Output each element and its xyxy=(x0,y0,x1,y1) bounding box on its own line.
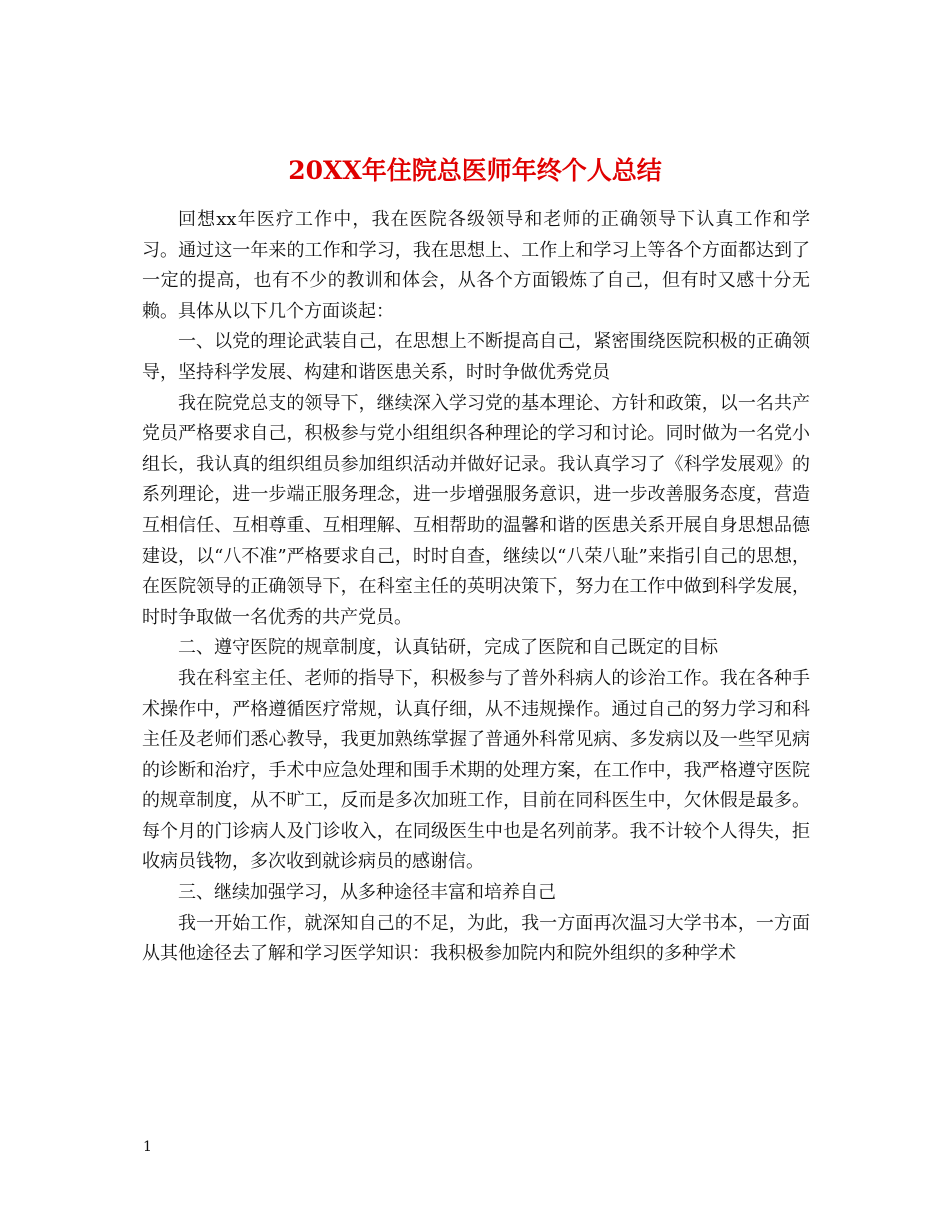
paragraph-section-3: 我一开始工作，就深知自己的不足，为此，我一方面再次温习大学书本，一方面从其他途径去了解和学习医学知识：我积极参加院内和院外组织的多种学术 xyxy=(142,912,810,965)
document-body xyxy=(142,205,810,970)
page-number: 1 xyxy=(143,1139,152,1155)
section-heading-1: 一、以党的理论武装自己，在思想上不断提高自己，紧密围绕医院积极的正确领导，坚持科学发展、构建和谐医患关系，时时争做优秀党员 xyxy=(142,331,810,383)
document-title: 20XX年住院总医师年终个人总结 xyxy=(288,155,662,185)
paragraph-section-1: 我在院党总支的领导下，继续深入学习党的基本理论、方针和政策，以一名共产党员严格要求自己，积极参与党小组组织各种理论的学习和讨论。同时做为一名党小组长，我认真的组织组员参加组织活动并做好记录。我认真学习了《科学发展观》的系列理论，进一步端正服务理念，进一步增强服务意识，进一步改善服务态度，营造互相信任、互相尊重、互相理解、互相帮助的温馨和谐的医患关系开展自身思想品德建设，以“八不准”严格要求自己，时时自查，继续以“八荣八耻”来指引自己的思想，在医院领导的正确领导下，在科室主任的英明决策下，努力在工作中做到科学发展，时时争取做一名优秀的共产党员。 xyxy=(142,392,810,628)
paragraph-intro: 回想xx年医疗工作中，我在医院各级领导和老师的正确领导下认真工作和学习。通过这一年来的工作和学习，我在思想上、工作上和学习上等各个方面都达到了一定的提高，也有不少的教训和体会，从各个方面锻炼了自己，但有时又感十分无赖。具体从以下几个方面谈起： xyxy=(142,209,810,322)
section-heading-2: 二、遵守医院的规章制度，认真钻研，完成了医院和自己既定的目标 xyxy=(178,637,718,659)
paragraph-section-2: 我在科室主任、老师的指导下，积极参与了普外科病人的诊治工作。我在各种手术操作中，严格遵循医疗常规，认真仔细，从不违规操作。通过自己的努力学习和科主任及老师们悉心教导，我更加熟练掌握了普通外科常见病、多发病以及一些罕见病的诊断和治疗，手术中应急处理和围手术期的处理方案，在工作中，我严格遵守医院的规章制度，从不旷工，反而是多次加班工作，目前在同科医生中，欠休假是最多。每个月的门诊病人及门诊收入，在同级医生中也是名列前茅。我不计较个人得失，拒收病员钱物，多次收到就诊病员的感谢信。 xyxy=(142,667,810,873)
section-heading-3: 三、继续加强学习，从多种途径丰富和培养自己 xyxy=(178,882,556,904)
